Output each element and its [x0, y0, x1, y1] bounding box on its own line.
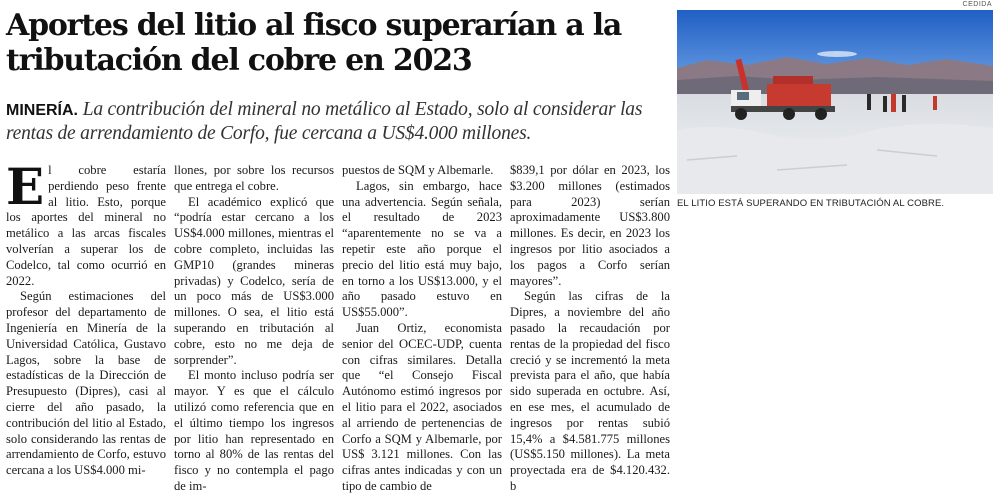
paragraph: puestos de SQM y Albemarle. — [342, 163, 494, 177]
section-kicker: MINERÍA. — [6, 102, 78, 119]
article-deck — [6, 98, 671, 145]
photo-caption: EL LITIO ESTÁ SUPERANDO EN TRIBUTACIÓN AL COBRE. — [677, 198, 945, 209]
paragraph: Lagos, sin embargo, hace una advertencia. Según señala, el resultado de 2023 “aparentemente no se va a repetir este año porque el precio del litio está muy bajo, en torno a los US$13.000, y el año pasado estuvo en US$55.000”. — [342, 178, 502, 320]
deck-text: La contribución del mineral no metálico al Estado, solo al considerar las rentas de arrendamiento de Corfo, fue cercana a US$4.000 millones. — [6, 99, 643, 144]
paragraph: El monto incluso podría ser mayor. Y es que el cálculo utilizó como referencia que en el último tiempo los ingresos por litio han representado en torno al 80% de las rentas del fisco y no contempla el pago de im- — [174, 368, 334, 493]
article-column-4 — [510, 163, 670, 495]
salt-flat-drilling-rig-image — [677, 10, 993, 194]
paragraph: El académico explicó que “podría estar cercano a los US$4.000 millones, mientras el cobre completo, incluidas las GMP10 (grandes mineras privadas) y Codelco, sería de un poco más de US$3.000 millones. O sea, el litio está superando en tributación al cobre, esto no me deja de sorprender”. — [174, 194, 334, 367]
article-column-2 — [174, 163, 334, 495]
paragraph — [6, 157, 166, 289]
article-column-1 — [6, 157, 166, 479]
paragraph: $839,1 por dólar en 2023, los $3.200 millones (estimados para 2023) serían aproximadamente US$3.800 millones. Es decir, en 2023 los ingresos por litio asociados a los pagos a Corfo serían mayores”. — [510, 163, 670, 288]
paragraph: Según las cifras de la Dipres, a noviembre del año pasado la recaudación por rentas de la propiedad del fisco creció y se incrementó la meta prevista para el año, que había sido superada en octubre. Así, en ese mes, el acumulado de ingresos por rentas subió 15,4% a $4.581.775 millones (US$5.150 millones). La meta proyectada era de $4.120.432. b — [510, 289, 670, 493]
headline: Aportes del litio al fisco superarían a la tributación del cobre en 2023 — [6, 8, 622, 78]
article-column-3 — [342, 163, 502, 495]
paragraph: Juan Ortiz, economista senior del OCEC-UDP, cuenta con cifras similares. Detalla que “el Consejo Fiscal Autónomo estimó ingresos por el litio para el 2022, asociados al arriendo de pertenencias de Corfo a SQM y Albemarle, por US$ 3.121 millones. Con las cifras antes indicadas y con un tipo de cambio de — [342, 320, 502, 493]
article-photo — [677, 10, 993, 194]
paragraph: llones, por sobre los recursos que entrega el cobre. — [174, 163, 334, 193]
paragraph-text: l cobre estaría perdiendo peso frente al litio. Esto, porque los aportes del mineral no metálico a las arcas fiscales volverían a superar los de Codelco, tal como ocurrió en 2022. — [6, 163, 166, 288]
paragraph: Según estimaciones del profesor del departamento de Ingeniería en Minería de la Universidad Católica, Gustavo Lagos, sobre la base de estadísticas de la Dirección de Presupuesto (Dipres), casi al cierre del año pasado, la contribución del litio al Estado, solo considerando las rentas de arrendamiento de Corfo, estuvo cercana a los US$4.000 mi- — [6, 289, 166, 478]
drop-cap: E — [6, 157, 45, 216]
photo-credit: CEDIDA — [962, 1, 992, 8]
